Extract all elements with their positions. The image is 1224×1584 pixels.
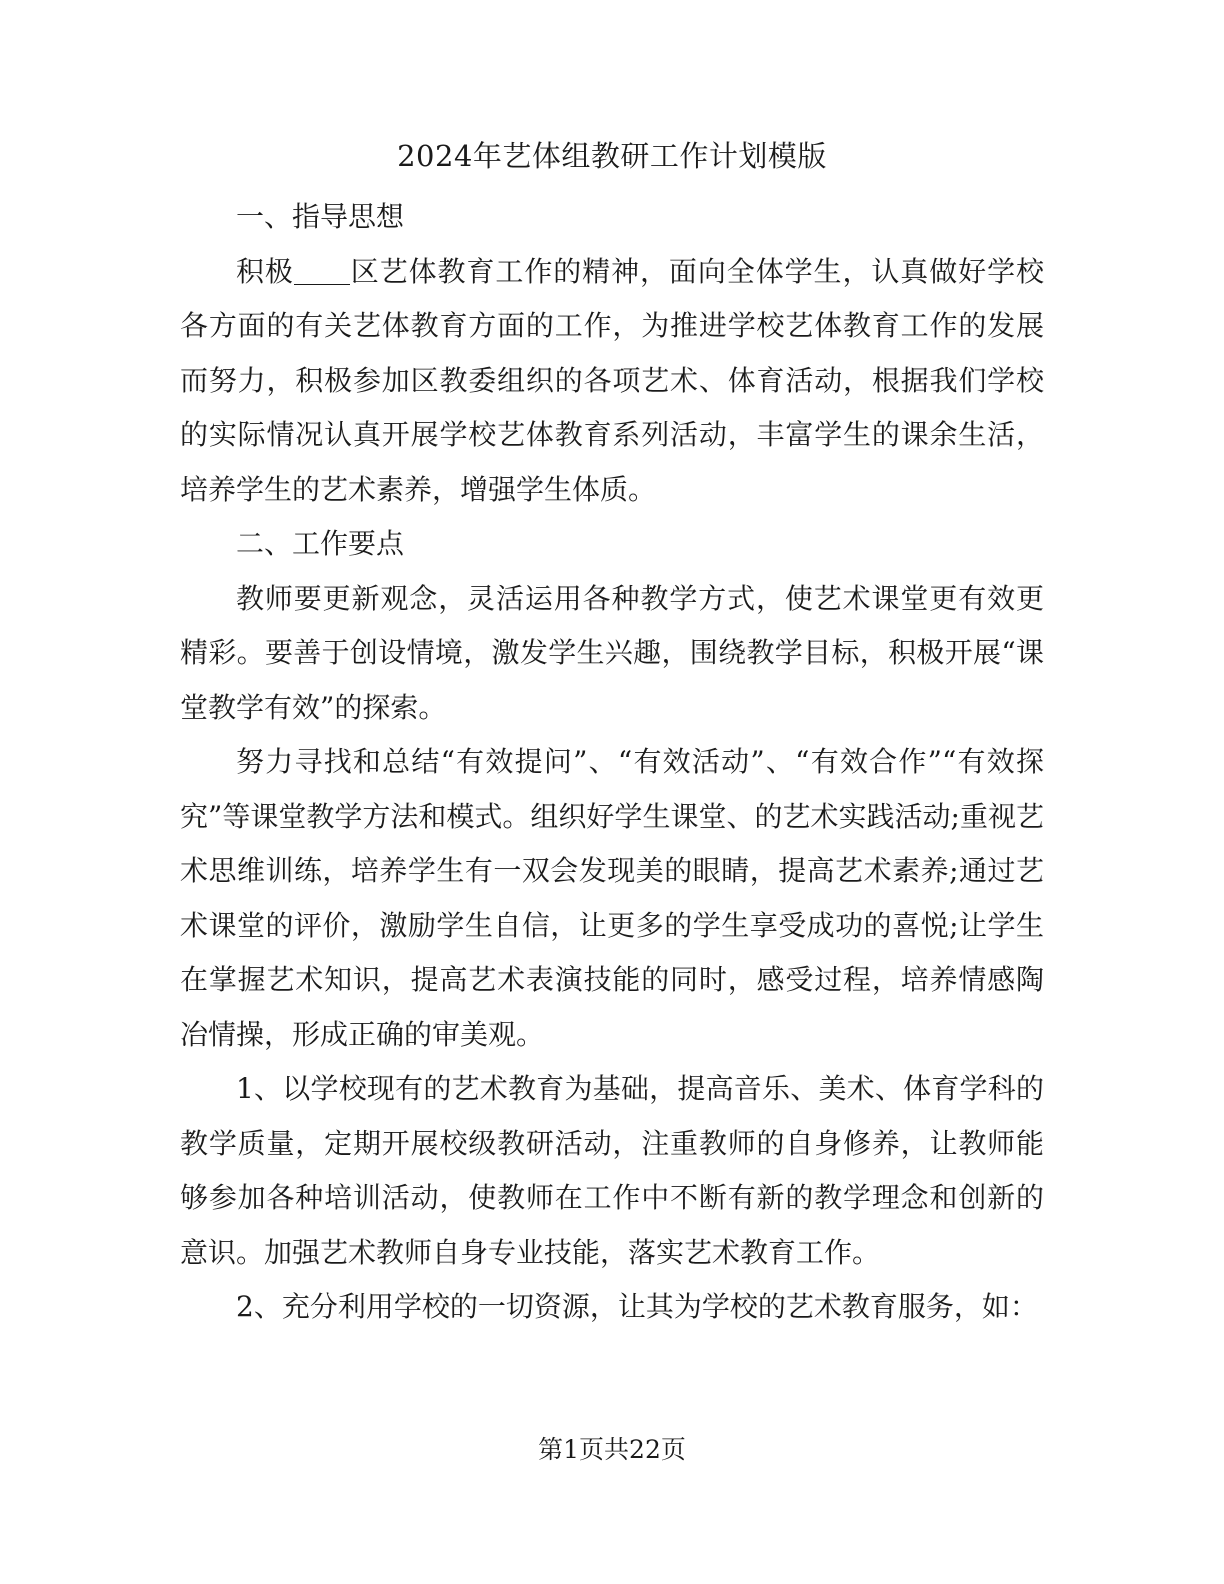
section-1-heading: 一、指导思想	[236, 200, 405, 233]
document-title: 2024年艺体组教研工作计划模版	[397, 139, 827, 173]
paragraph-text: 积极	[236, 254, 294, 288]
section-2-item-1: 1、以学校现有的艺术教育为基础，提高音乐、美术、体育学科的教学质量，定期开展校级教研活动，注重教师的自身修养，让教师能够参加各种培训活动，使教师在工作中不断有新的教学理念和创新的意识。加强艺术教师自身专业技能，落实艺术教育工作。	[180, 1072, 1044, 1269]
paragraph-text: 区艺体教育工作的精神，面向全体学生，认真做好学校各方面的有关艺体教育方面的工作，为推进学校艺体教育工作的发展而努力，积极参加区教委组织的各项艺术、体育活动，根据我们学校的实际情况认真开展学校艺体教育系列活动，丰富学生的课余生活，培养学生的艺术素养，增强学生体质。	[180, 254, 1044, 506]
section-2-paragraph-1: 教师要更新观念，灵活运用各种教学方式，使艺术课堂更有效更精彩。要善于创设情境，激发学生兴趣，围绕教学目标，积极开展“课堂教学有效”的探索。	[180, 581, 1044, 724]
section-2-paragraph-2: 努力寻找和总结“有效提问”、“有效活动”、“有效合作”“有效探究”等课堂教学方法和模式。组织好学生课堂、的艺术实践活动;重视艺术思维训练，培养学生有一双会发现美的眼睛，提高艺术素养;通过艺术课堂的评价，激励学生自信，让更多的学生享受成功的喜悦;让学生在掌握艺术知识，提高艺术表演技能的同时，感受过程，培养情感陶冶情操，形成正确的审美观。	[180, 745, 1044, 1051]
page-number-footer: 第1页共22页	[538, 1435, 686, 1464]
section-2-heading: 二、工作要点	[236, 527, 405, 560]
document-body	[180, 190, 1044, 1335]
section-2-item-2: 2、充分利用学校的一切资源，让其为学校的艺术教育服务，如：	[236, 1290, 1038, 1323]
section-1-paragraph	[180, 245, 1044, 518]
fill-in-blank	[294, 256, 350, 285]
